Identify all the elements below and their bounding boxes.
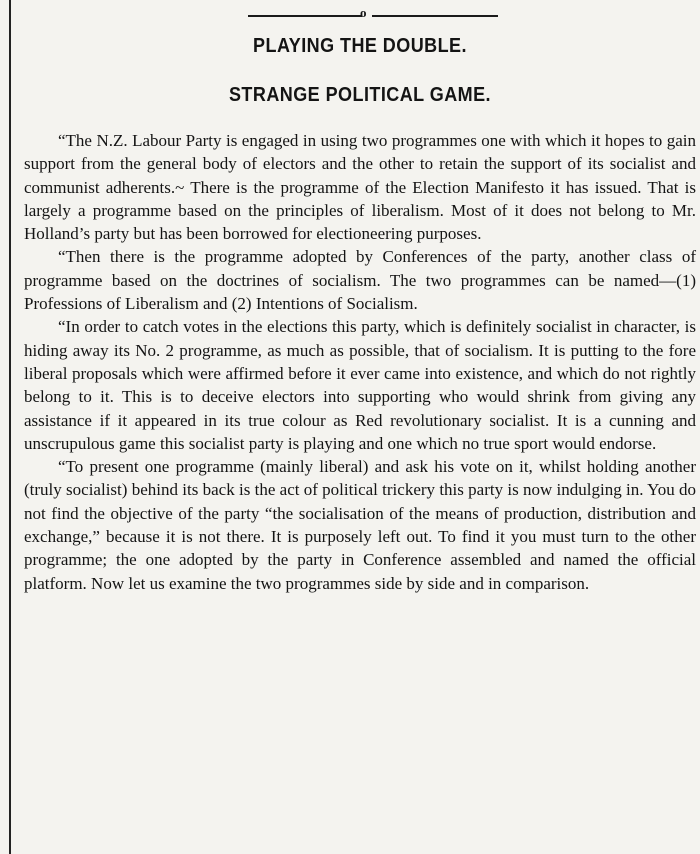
headline: PLAYING THE DOUBLE. xyxy=(253,35,467,57)
paragraph: “To present one programme (mainly liberal) and ask his vote on it, whilst holding another (truly socialist) behind its back is the act of political trickery this party is now indulging in. You do not find the objective of the party “the socialisation of the means of production, distribution and exchange,” because it is not there. It is purposely left out. To find it you must turn to the other programme; the one adopted by the party in Conference assembled and named the official platform. Now let us examine the two programmes side by side and in comparison. xyxy=(24,457,696,593)
article-body xyxy=(24,129,696,595)
subheadline: STRANGE POLITICAL GAME. xyxy=(228,84,492,106)
column-rule xyxy=(9,0,11,854)
divider-line-left xyxy=(248,15,362,17)
newspaper-article xyxy=(24,0,696,595)
divider-line-right xyxy=(372,15,498,17)
divider-mark: o xyxy=(360,5,367,20)
paragraph: “Then there is the programme adopted by Conferences of the party, another class of programme based on the doctrines of socialism. The two programmes can be named—(1) Professions of Liberalism and (2) Intentions of Socialism. xyxy=(24,247,696,314)
paragraph: “The N.Z. Labour Party is engaged in using two programmes one with which it hopes to gain support from the general body of electors and the other to retain the support of its socialist and communist adherents.~ There is the programme of the Election Manifesto it has issued. That is largely a programme based on the principles of liberalism. Most of it does not belong to Mr. Holland’s party but has been borrowed for electioneering purposes. xyxy=(24,131,696,244)
section-divider xyxy=(24,0,696,26)
paragraph: “In order to catch votes in the elections this party, which is definitely socialist in character, is hiding away its No. 2 programme, as much as possible, that of socialism. It is putting to the fore liberal proposals which were affirmed before it ever came into existence, and which do not rightly belong to it. This is to deceive electors into supporting who would shrink from giving any assistance if it appeared in its true colour as Red revolutionary socialist. It is a cunning and unscrupulous game this socialist party is playing and one which no true sport would endorse. xyxy=(24,317,696,453)
